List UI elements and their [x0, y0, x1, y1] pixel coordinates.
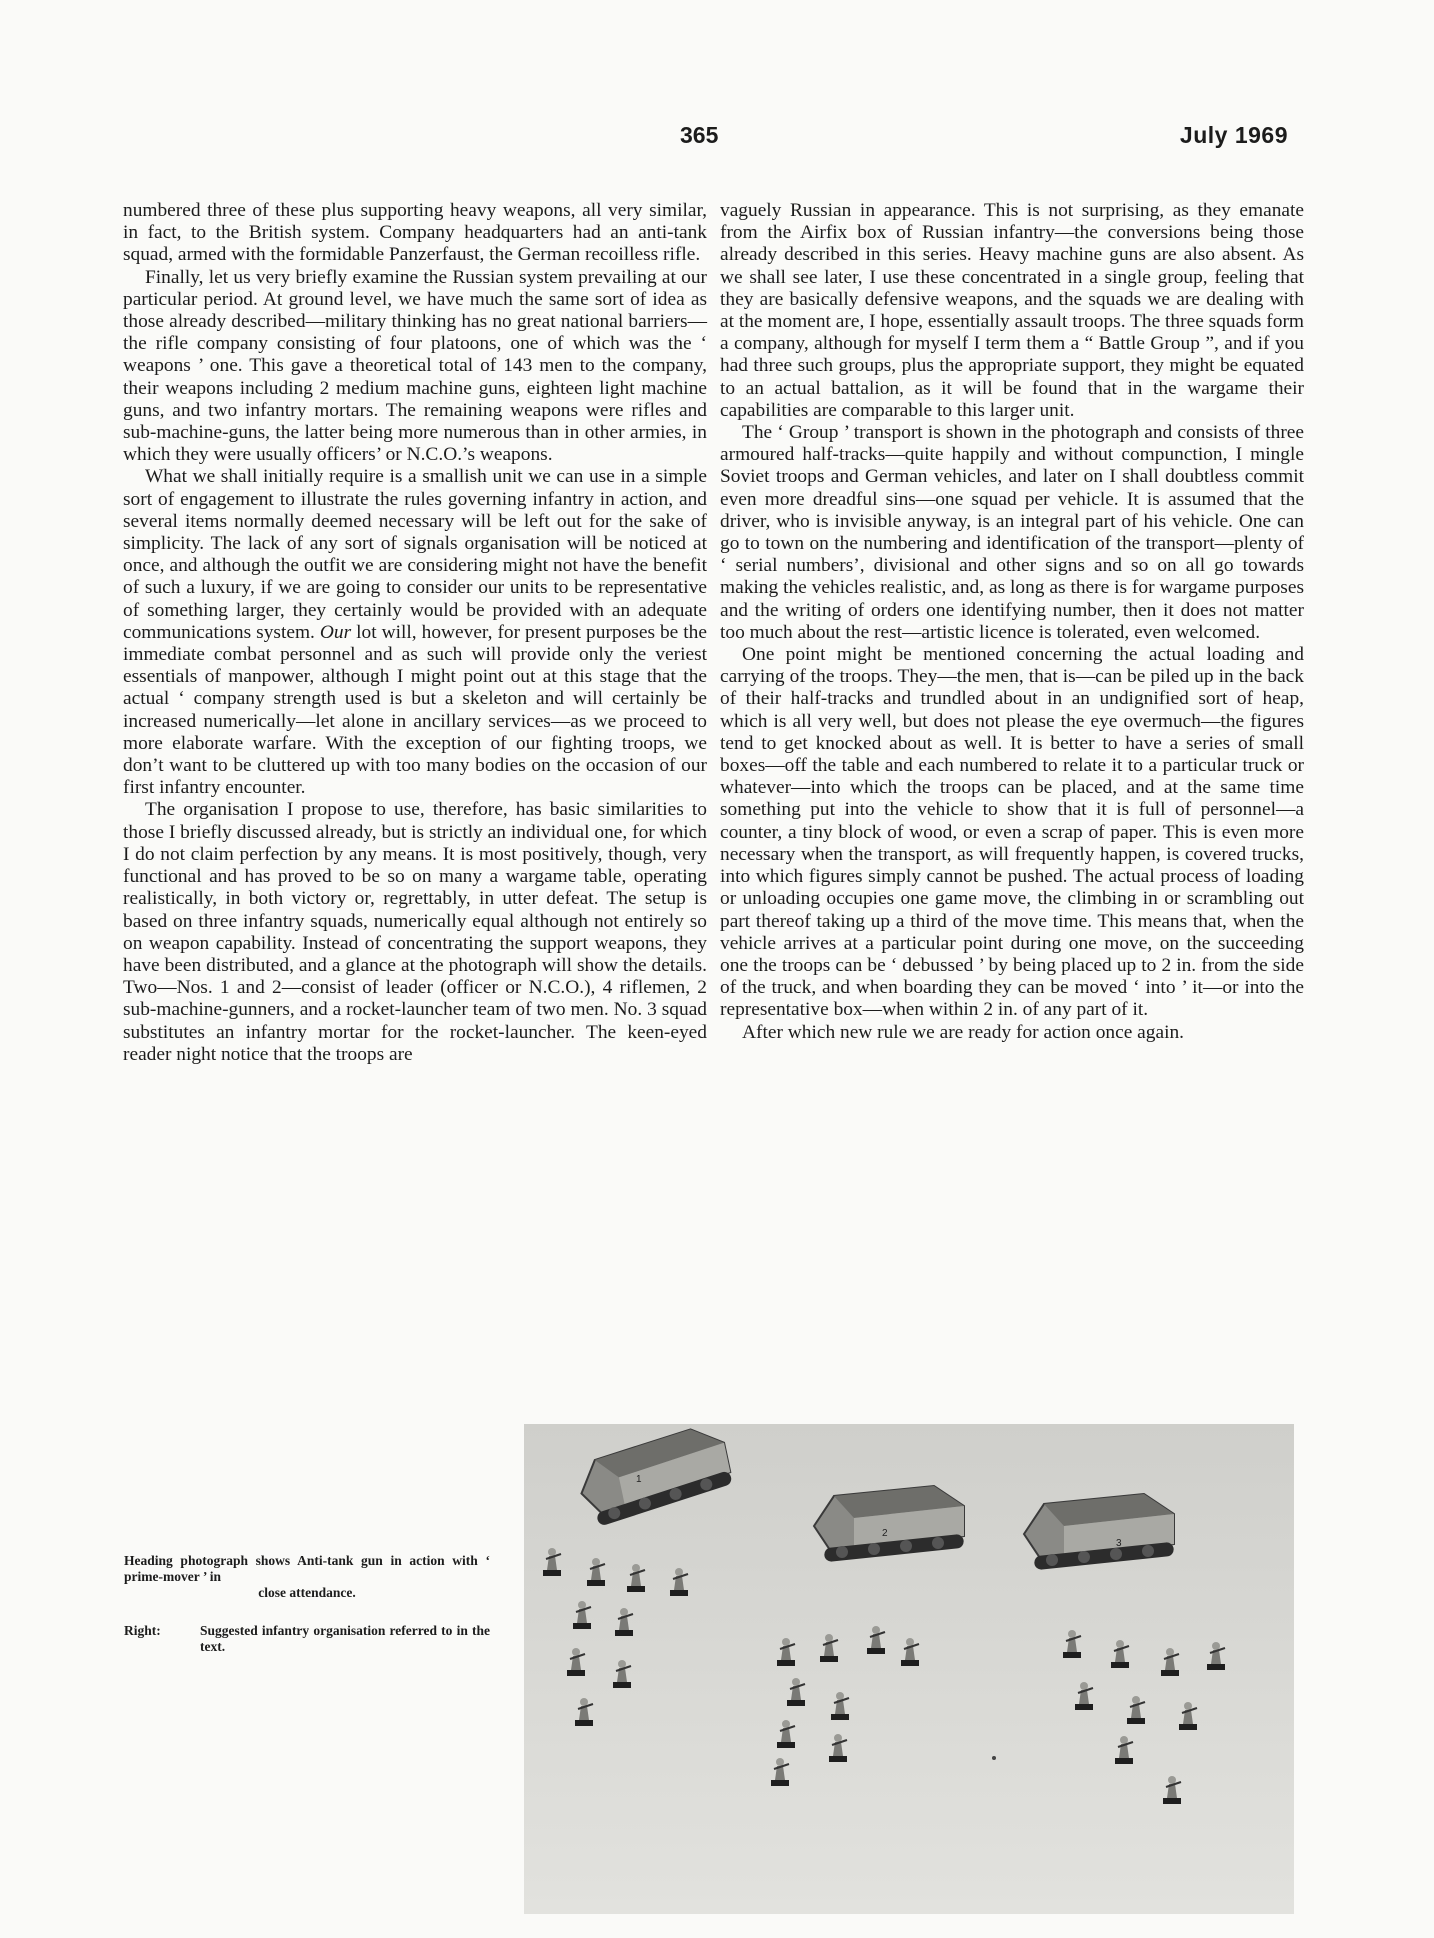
page-number: 365 [680, 122, 719, 148]
paragraph-text: What we shall initially require is a smallish unit we can use in a simple sort of engagement to illustrate the rules governing infantry in action, and several items normally deemed necessary will be left out for the sake of simplicity. The lack of any sort of signals organisation will be noticed at once, and although the outfit we are considering might not have the benefit of such a luxury, if we are going to consider our units to be representative of something larger, they certainly would be provided with an adequate communications system. [123, 466, 707, 643]
heading-caption [124, 1553, 490, 1601]
right-caption-text: Suggested infantry organisation referred to in the text. [200, 1623, 490, 1654]
infantry-organisation-photo [524, 1424, 1294, 1914]
emphasis-text: Our [319, 621, 352, 643]
paragraph: The ‘ Group ’ transport is shown in the photograph and consists of three armoured half-tracks—quite happily and without compunction, I mingle Soviet troops and German vehicles, and later on I shall doubtless commit even more dreadful sins—one squad per vehicle. It is assumed that the driver, who is invisible anyway, is an integral part of his vehicle. One can go to town on the numbering and identification of the transport—plenty of ‘ serial numbers’, divisional and other signs and so on all go towards making the vehicles realistic, and, as long as there is for wargame purposes and the writing of orders one identifying number, then it does not matter too much about the rest—artistic licence is tolerated, even welcomed. [720, 422, 1304, 643]
paragraph: Finally, let us very briefly examine the Russian system prevailing at our particular period. At ground level, we have much the same sort of idea as those already described—military thinking has no great national barriers—the rifle company consisting of four platoons, one of which was the ‘ weapons ’ one. This gave a theoretical total of 143 men to the company, their weapons including 2 medium machine guns, eighteen light machine guns, and two infantry mortars. The remaining weapons were rifles and sub-machine-guns, the latter being more numerous than in other armies, in which they were usually officers’ or N.C.O.’s weapons. [123, 266, 707, 466]
issue-date: July 1969 [1179, 122, 1288, 148]
heading-caption-end: close attendance. [258, 1585, 356, 1600]
photo-captions [124, 1553, 490, 1655]
page-header [0, 122, 1434, 162]
vehicle-number-3: 3 [1116, 1538, 1122, 1549]
paragraph: The organisation I propose to use, therefore, has basic similarities to those I briefly discussed already, but is strictly an individual one, for which I do not claim perfection by any means. It is most positively, though, very functional and has proved to be so on many a wargame table, operating realistically, in both victory or, regrettably, in utter defeat. The setup is based on three infantry squads, numerically equal although not entirely so on weapon capability. Instead of concentrating the support weapons, they have been distributed, and a glance at the photograph will show the details. Two—Nos. 1 and 2—consist of leader (officer or N.C.O.), 4 riflemen, 2 sub-machine-gunners, and a rocket-launcher team of two men. No. 3 squad substitutes an infantry mortar for the rocket-launcher. The keen-eyed reader night notice that the troops are [123, 799, 707, 1065]
right-column [720, 200, 1304, 1044]
left-column [123, 200, 707, 1066]
paragraph: One point might be mentioned concerning the actual loading and carrying of the troops. They—the men, that is—can be piled up in the back of their half-tracks and trundled about in an undignified sort of heap, which is all very well, but does not please the eye overmuch—the figures tend to get knocked about as well. It is better to have a series of small boxes—off the table and each numbered to relate it to a particular truck or whatever—into which the troops can be placed, and at the same time something put into the vehicle to show that it is full of personnel—a counter, a tiny block of wood, or even a scrap of paper. This is even more necessary when the transport, as will frequently happen, is covered trucks, into which figures simply cannot be pushed. The actual process of loading or unloading occupies one game move, the climbing in or scrambling out part thereof taking up a third of the move time. This means that, when the vehicle arrives at a particular point during one move, on the succeeding one the troops can be ‘ debussed ’ by being placed up to 2 in. from the side of the truck, and when boarding they can be moved ‘ into ’ it—or into the representative box—when within 2 in. of any part of it. [720, 644, 1304, 1021]
paragraph: vaguely Russian in appearance. This is not surprising, as they emanate from the Airfix box of Russian infantry—the conversions being those already described in this series. Heavy machine guns are also absent. As we shall see later, I use these concentrated in a single group, feeling that they are basically defensive weapons, and the squads we are dealing with at the moment are, I hope, essentially assault troops. The three squads form a company, although for myself I term them a “ Battle Group ”, and if you had three such groups, plus the appropriate support, they might be equated to an actual battalion, as it will be found that in the wargame their capabilities are comparable to this larger unit. [720, 200, 1304, 421]
paragraph [123, 466, 707, 799]
table-speck [992, 1756, 996, 1760]
paragraph: After which new rule we are ready for action once again. [742, 1021, 1184, 1043]
vehicle-number-1: 1 [636, 1474, 642, 1485]
right-caption-label: Right: [124, 1623, 161, 1638]
paragraph-text: lot will, however, for present purposes be the immediate combat personnel and as such will provide only the veriest essentials of manpower, although I might point out at this stage that the actual ‘ company strength used is but a skeleton and will certainly be increased numerically—let alone in ancillary services—as we proceed to more elaborate warfare. With the exception of our fighting troops, we don’t want to be cluttered up with too many bodies on the occasion of our first infantry encounter. [123, 621, 707, 799]
heading-caption-text: Heading photograph shows Anti-tank gun in action with ‘ prime-mover ’ in [124, 1553, 490, 1584]
paragraph: numbered three of these plus supporting heavy weapons, all very similar, in fact, to the British system. Company headquarters had an anti-tank squad, armed with the formidable Panzerfaust, the German recoilless rifle. [123, 200, 707, 266]
photo-illustration [524, 1424, 1294, 1914]
vehicle-number-2: 2 [882, 1528, 888, 1539]
right-caption [124, 1623, 490, 1655]
